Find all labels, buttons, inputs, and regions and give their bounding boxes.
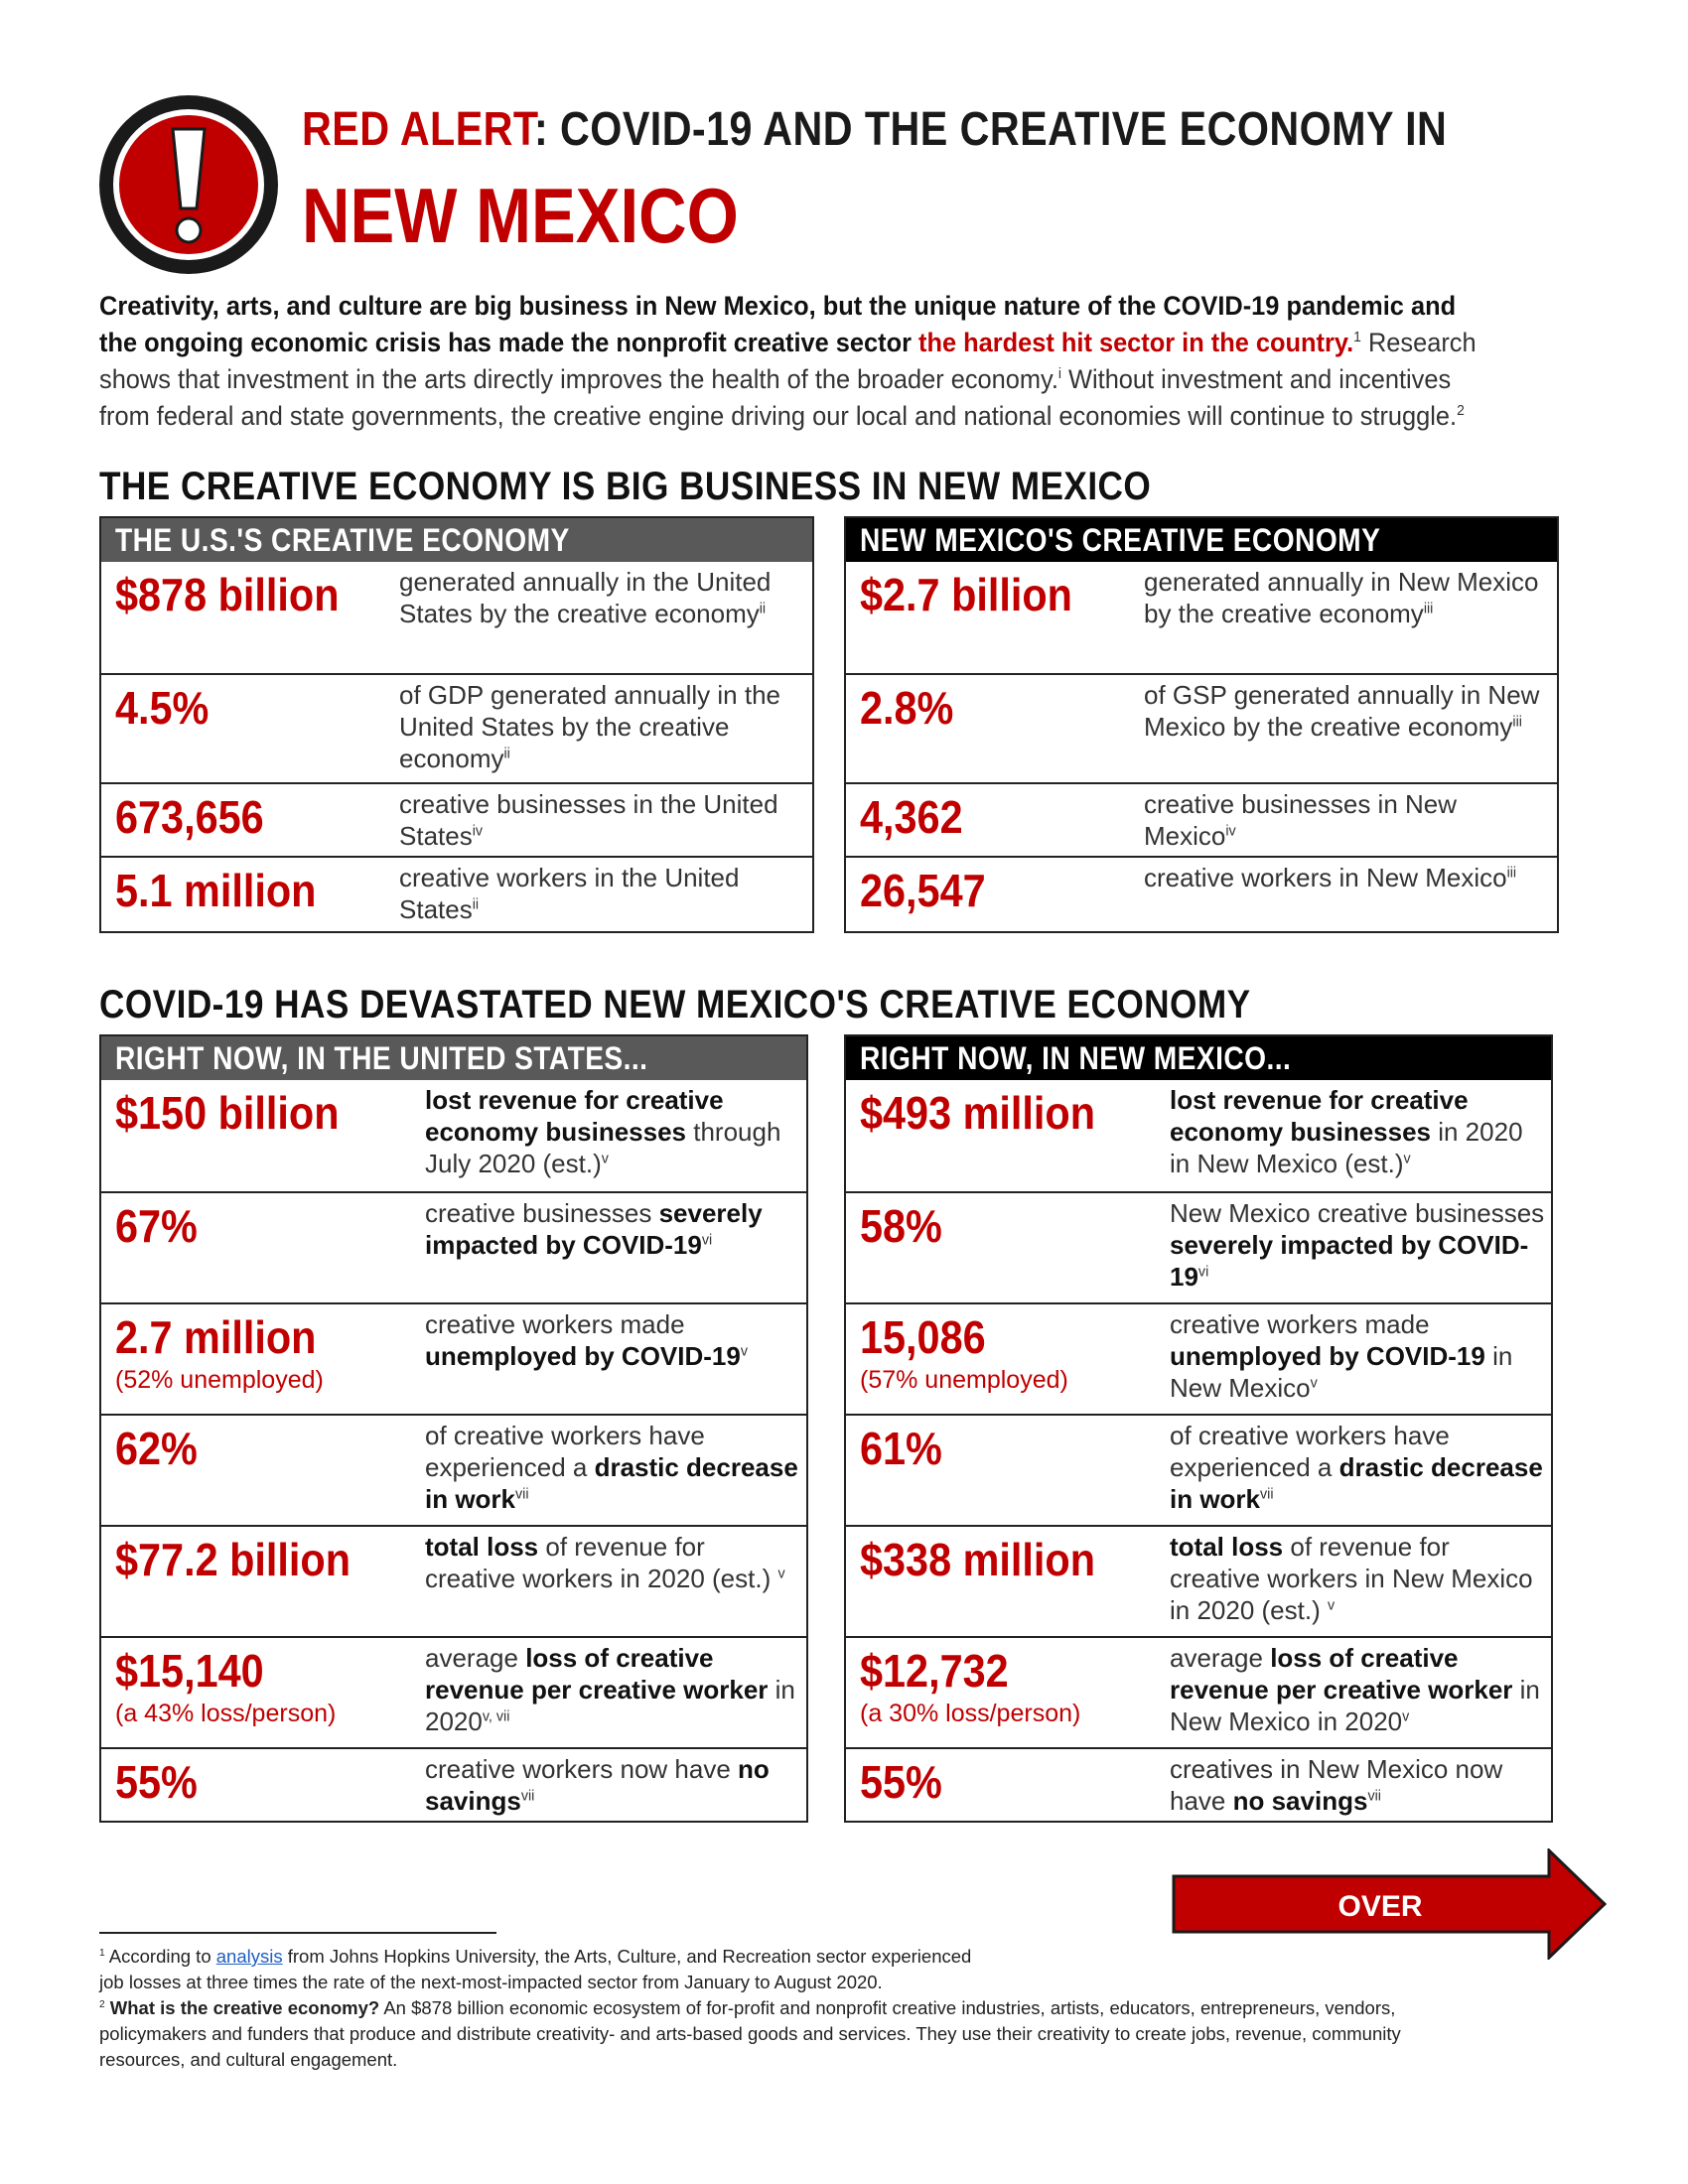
stat-row [101,1525,806,1636]
footnote-divider [99,1932,496,1934]
stat-row [846,1747,1551,1821]
desc-bold: lost revenue for creative economy businesses [425,1085,724,1147]
stat-description [399,679,806,774]
stat-row [101,1080,806,1191]
endnote-ref: v [1402,1708,1410,1725]
stat-value: $15,140 [115,1645,264,1697]
stat-value: 673,656 [115,791,264,843]
endnote-ref: iv [1225,823,1236,840]
stat-value: 5.1 million [115,865,317,916]
analysis-link[interactable]: analysis [215,1946,283,1967]
stat-row [101,1414,806,1525]
page-title-state: NEW MEXICO [302,172,739,259]
stat-row [101,673,812,782]
title-red-alert: RED ALERT [302,103,534,156]
stat-subvalue: (57% unemployed) [860,1366,1068,1394]
stat-description [1144,862,1551,893]
intro-text-a: Research shows that investment in the arts directly improves the health of the broader economy. [99,328,1477,394]
stat-subvalue: (a 30% loss/person) [860,1700,1081,1727]
endnote-ref: vii [1367,1788,1381,1805]
desc-bold: total loss [425,1532,539,1562]
stat-value: 4.5% [115,682,210,734]
stat-row [101,1302,806,1414]
stat-row [101,782,812,856]
footnote-1: $^1$ According to analysis from Johns Hopkins University, the Arts, Culture, and Recreation sector experienced [99,1946,972,1967]
stat-description [1170,1531,1547,1626]
stat-row [101,1191,806,1302]
desc-bold: severely impacted by COVID-19 [425,1198,763,1260]
endnote-ref: v [1327,1597,1336,1614]
endnote-ref: vi [701,1232,713,1249]
desc-text: through July 2020 (est.) [425,1117,781,1178]
stat-row [846,782,1557,856]
title-rest: : COVID-19 AND THE CREATIVE ECONOMY IN [533,103,1448,156]
endnote-ref: v [1403,1151,1411,1167]
stat-description [425,1531,802,1594]
stat-row [846,1080,1551,1191]
stat-value: 61% [860,1423,942,1474]
desc-text: of creative workers have experienced a [425,1421,705,1482]
stat-row [846,1414,1551,1525]
stat-value: $338 million [860,1534,1096,1585]
endnote-ref: iii [1512,714,1522,731]
stat-value: $12,732 [860,1645,1009,1697]
table-header: THE U.S.'S CREATIVE ECONOMY [101,518,812,562]
stat-description [425,1753,802,1817]
stat-description [1170,1753,1547,1817]
stat-value: 4,362 [860,791,963,843]
desc-text: of creative workers have experienced a [1170,1421,1450,1482]
intro-highlight: the hardest hit sector in the country. [918,328,1354,357]
desc-text: of revenue for creative workers in New Mexico in 2020 (est.) [1170,1532,1533,1625]
intro-lead: Creativity, arts, and culture are big business in New Mexico, but the unique nature of the COVID-19 pandemic and the ongoing economic crisis has made the nonprofit creative sector [99,291,1457,357]
stat-value: 55% [860,1756,942,1808]
stat-description [1170,1420,1547,1515]
desc-text: average [1170,1643,1271,1673]
desc-bold: lost revenue for creative economy businesses [1170,1085,1469,1147]
endnote-ref: iii [1423,601,1434,617]
desc-text: creative workers made [1170,1309,1430,1339]
stat-description [1170,1642,1547,1737]
footnote-1-cont: job losses at three times the rate of the next-most-impacted sector from January to August 2020. [99,1972,883,1992]
desc-text: New Mexico creative businesses [1170,1198,1545,1228]
nm-right-now-table [844,1034,1553,1823]
endnote-ref: vii [1260,1486,1274,1503]
endnote-ref: ii [759,601,767,617]
table-header: RIGHT NOW, IN NEW MEXICO... [846,1036,1551,1080]
desc-text: average [425,1643,526,1673]
stat-row [846,562,1557,673]
endnote-ref: vii [520,1788,535,1805]
stat-description [399,862,806,925]
stat-description [1170,1197,1547,1293]
stat-value: 26,547 [860,865,986,916]
footnotes [99,1944,1589,2073]
table-header: NEW MEXICO'S CREATIVE ECONOMY [846,518,1557,562]
stat-row [101,856,812,931]
stat-row [846,1302,1551,1414]
desc-bold: loss of creative revenue per creative worker [1170,1643,1513,1705]
stat-value: $150 billion [115,1087,340,1139]
stat-value: 15,086 [860,1311,986,1363]
endnote-ref: i [1057,366,1061,382]
stat-value: 58% [860,1200,942,1252]
stat-value: $77.2 billion [115,1534,351,1585]
stat-description [1144,679,1551,743]
endnote-ref: vi [1197,1264,1209,1281]
desc-bold: severely impacted by COVID-19 [1170,1230,1529,1292]
endnote-ref: v [777,1566,785,1582]
desc-text: in 2020 [425,1675,795,1736]
endnote-ref: vii [515,1486,529,1503]
stat-description-text: creative workers in New Mexico [1144,863,1507,892]
stat-row [846,1191,1551,1302]
stat-description-text: creative workers in the United States [399,863,740,924]
stat-description [1170,1308,1547,1404]
desc-bold: no savings [1232,1786,1368,1816]
page-title [302,102,1447,157]
section-heading-devastated: COVID-19 HAS DEVASTATED NEW MEXICO'S CREATIVE ECONOMY [99,983,1251,1026]
footnote-2-cont: resources, and cultural engagement. [99,2049,398,2070]
desc-text: in 2020 in New Mexico (est.) [1170,1117,1523,1178]
over-label: OVER [1337,1890,1423,1923]
footnote-2-cont: policymakers and funders that produce and distribute creativity- and arts-based goods and services. They use their creativity to create jobs, revenue, community [99,2023,1401,2044]
desc-bold: unemployed by COVID-19 [425,1341,741,1371]
us-creative-economy-table [99,516,814,933]
stat-description [425,1420,802,1515]
footnote-2: $^2$ What is the creative economy? An $878 billion economic ecosystem of for-profit and nonprofit creative industries, artists, educators, entrepreneurs, vendors, [99,1997,1396,2018]
footnote-ref: 1 [1353,330,1361,345]
stat-description [1144,788,1551,852]
stat-value: 62% [115,1423,198,1474]
endnote-ref: v [601,1151,609,1167]
endnote-ref: v, vii [482,1708,510,1725]
desc-text: in New Mexico in 2020 [1170,1675,1540,1736]
desc-bold: drastic decrease in work [425,1452,798,1514]
stat-description-text: creative businesses in the United States [399,789,778,851]
stat-value: 55% [115,1756,198,1808]
desc-text: creative workers now have [425,1754,739,1784]
stat-value: $2.7 billion [860,569,1072,620]
stat-description [425,1642,802,1737]
endnote-ref: ii [472,896,480,913]
stat-description-text: creative businesses in New Mexico [1144,789,1458,851]
stat-description [399,566,806,629]
intro-paragraph [99,288,1499,435]
stat-row [846,856,1557,931]
section-heading-big-business: THE CREATIVE ECONOMY IS BIG BUSINESS IN NEW MEXICO [99,465,1152,508]
nm-creative-economy-table [844,516,1559,933]
intro-text-b: Without investment and incentives from federal and state governments, the creative engine driving our local and national economies will continue to struggle. [99,364,1458,431]
stat-description [1170,1084,1547,1179]
desc-bold: no savings [425,1754,770,1816]
endnote-ref: ii [503,746,510,762]
desc-text: in New Mexico [1170,1341,1513,1403]
desc-bold: total loss [1170,1532,1284,1562]
desc-text: creative workers made [425,1309,685,1339]
stat-subvalue: (52% unemployed) [115,1366,324,1394]
desc-text: creatives in New Mexico now have [1170,1754,1503,1816]
stat-description [1144,566,1551,629]
stat-description-text: of GDP generated annually in the United States by the creative economy [399,680,781,773]
endnote-ref: v [740,1343,748,1360]
us-right-now-table [99,1034,808,1823]
stat-value: 2.8% [860,682,954,734]
endnote-ref: iv [472,823,484,840]
stat-subvalue: (a 43% loss/person) [115,1700,337,1727]
desc-bold: unemployed by COVID-19 [1170,1341,1485,1371]
stat-description-text: of GSP generated annually in New Mexico by the creative economy [1144,680,1540,742]
exclamation-icon [95,91,282,278]
endnote-ref: iii [1506,865,1517,882]
stat-description [425,1197,802,1261]
desc-bold: drastic decrease in work [1170,1452,1543,1514]
stat-value: 67% [115,1200,198,1252]
desc-text: creative businesses [425,1198,659,1228]
endnote-ref: v [1310,1375,1318,1392]
stat-row [101,1636,806,1747]
stat-value: $878 billion [115,569,340,620]
stat-description-text: generated annually in New Mexico by the creative economy [1144,567,1539,628]
stat-row [846,1636,1551,1747]
stat-description [425,1084,802,1179]
stat-row [101,562,812,673]
stat-description-text: generated annually in the United States by the creative economy [399,567,772,628]
stat-description [425,1308,802,1372]
stat-row [101,1747,806,1821]
footnote-ref: 2 [1457,403,1465,419]
table-header: RIGHT NOW, IN THE UNITED STATES... [101,1036,806,1080]
stat-row [846,1525,1551,1636]
desc-bold: loss of creative revenue per creative worker [425,1643,769,1705]
stat-value: $493 million [860,1087,1096,1139]
stat-value: 2.7 million [115,1311,317,1363]
stat-row [846,673,1557,782]
desc-text: of revenue for creative workers in 2020 (est.) [425,1532,778,1593]
stat-description [399,788,806,852]
